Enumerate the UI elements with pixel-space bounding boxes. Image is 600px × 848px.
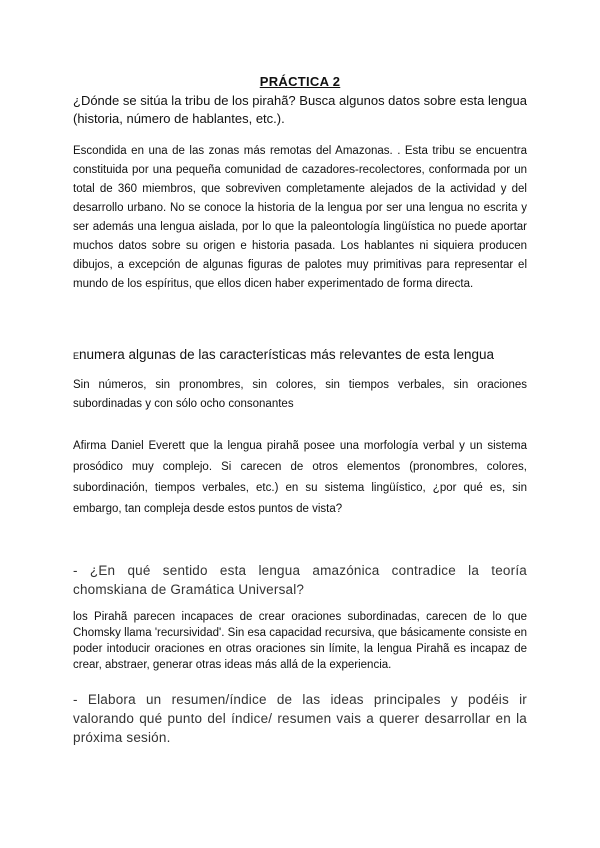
- question-4: - ¿En qué sentido esta lengua amazónica contradice la teoría chomskiana de Gramática Universal?: [73, 563, 527, 597]
- question-2-text: numera algunas de las características más relevantes de esta lengua: [79, 347, 494, 362]
- answer-1: Escondida en una de las zonas más remotas del Amazonas. . Esta tribu se encuentra constituida por una pequeña comunidad de cazadores-recolectores, conformada por un total de 360 miembros, que sobreviven completamente alejados de la actividad y del desarrollo urbano. No se conoce la historia de la lengua por ser una lengua no escrita y ser además una lengua aislada, por lo que la paleontología lingüística no puede aportar muchos datos sobre su origen e historia pasada. Los hablantes ni siquiera producen dibujos, a excepción de algunas figuras de palotes muy primitivas para representar el mundo de los espíritus, que ellos dicen haber experimentado de forma directa.: [73, 145, 527, 290]
- answer-2: Sin números, sin pronombres, sin colores, sin tiempos verbales, sin oraciones subordinadas y con sólo ocho consonantes: [73, 379, 527, 410]
- page-title: PRÁCTICA 2: [259, 74, 341, 89]
- question-2-initial: E: [73, 351, 80, 361]
- question-3: Afirma Daniel Everett que la lengua pirahã posee una morfología verbal y un sistema prosódico muy complejo. Si carecen de otros elementos (pronombres, colores, subordinación, tiempos verbales, etc.) en su sistema lingüístico, ¿por qué es, sin embargo, tan compleja desde estos puntos de vista?: [73, 440, 527, 515]
- answer-4: los Pirahã parecen incapaces de crear oraciones subordinadas, carecen de lo que Chomsky llama 'recursividad'. Sin esa capacidad recursiva, que básicamente consiste en poder intoducir oraciones en otras oraciones sin límite, la lengua Pirahã es incapaz de crear, abstraer, generar otras ideas más allá de la experiencia.: [73, 611, 527, 671]
- question-5: - Elabora un resumen/índice de las ideas principales y podéis ir valorando qué punto del índice/ resumen vais a querer desarrollar en la próxima sesión.: [73, 692, 527, 745]
- question-2: [73, 346, 527, 365]
- question-1: ¿Dónde se sitúa la tribu de los pirahã? Busca algunos datos sobre esta lengua (historia, número de hablantes, etc.).: [73, 93, 527, 126]
